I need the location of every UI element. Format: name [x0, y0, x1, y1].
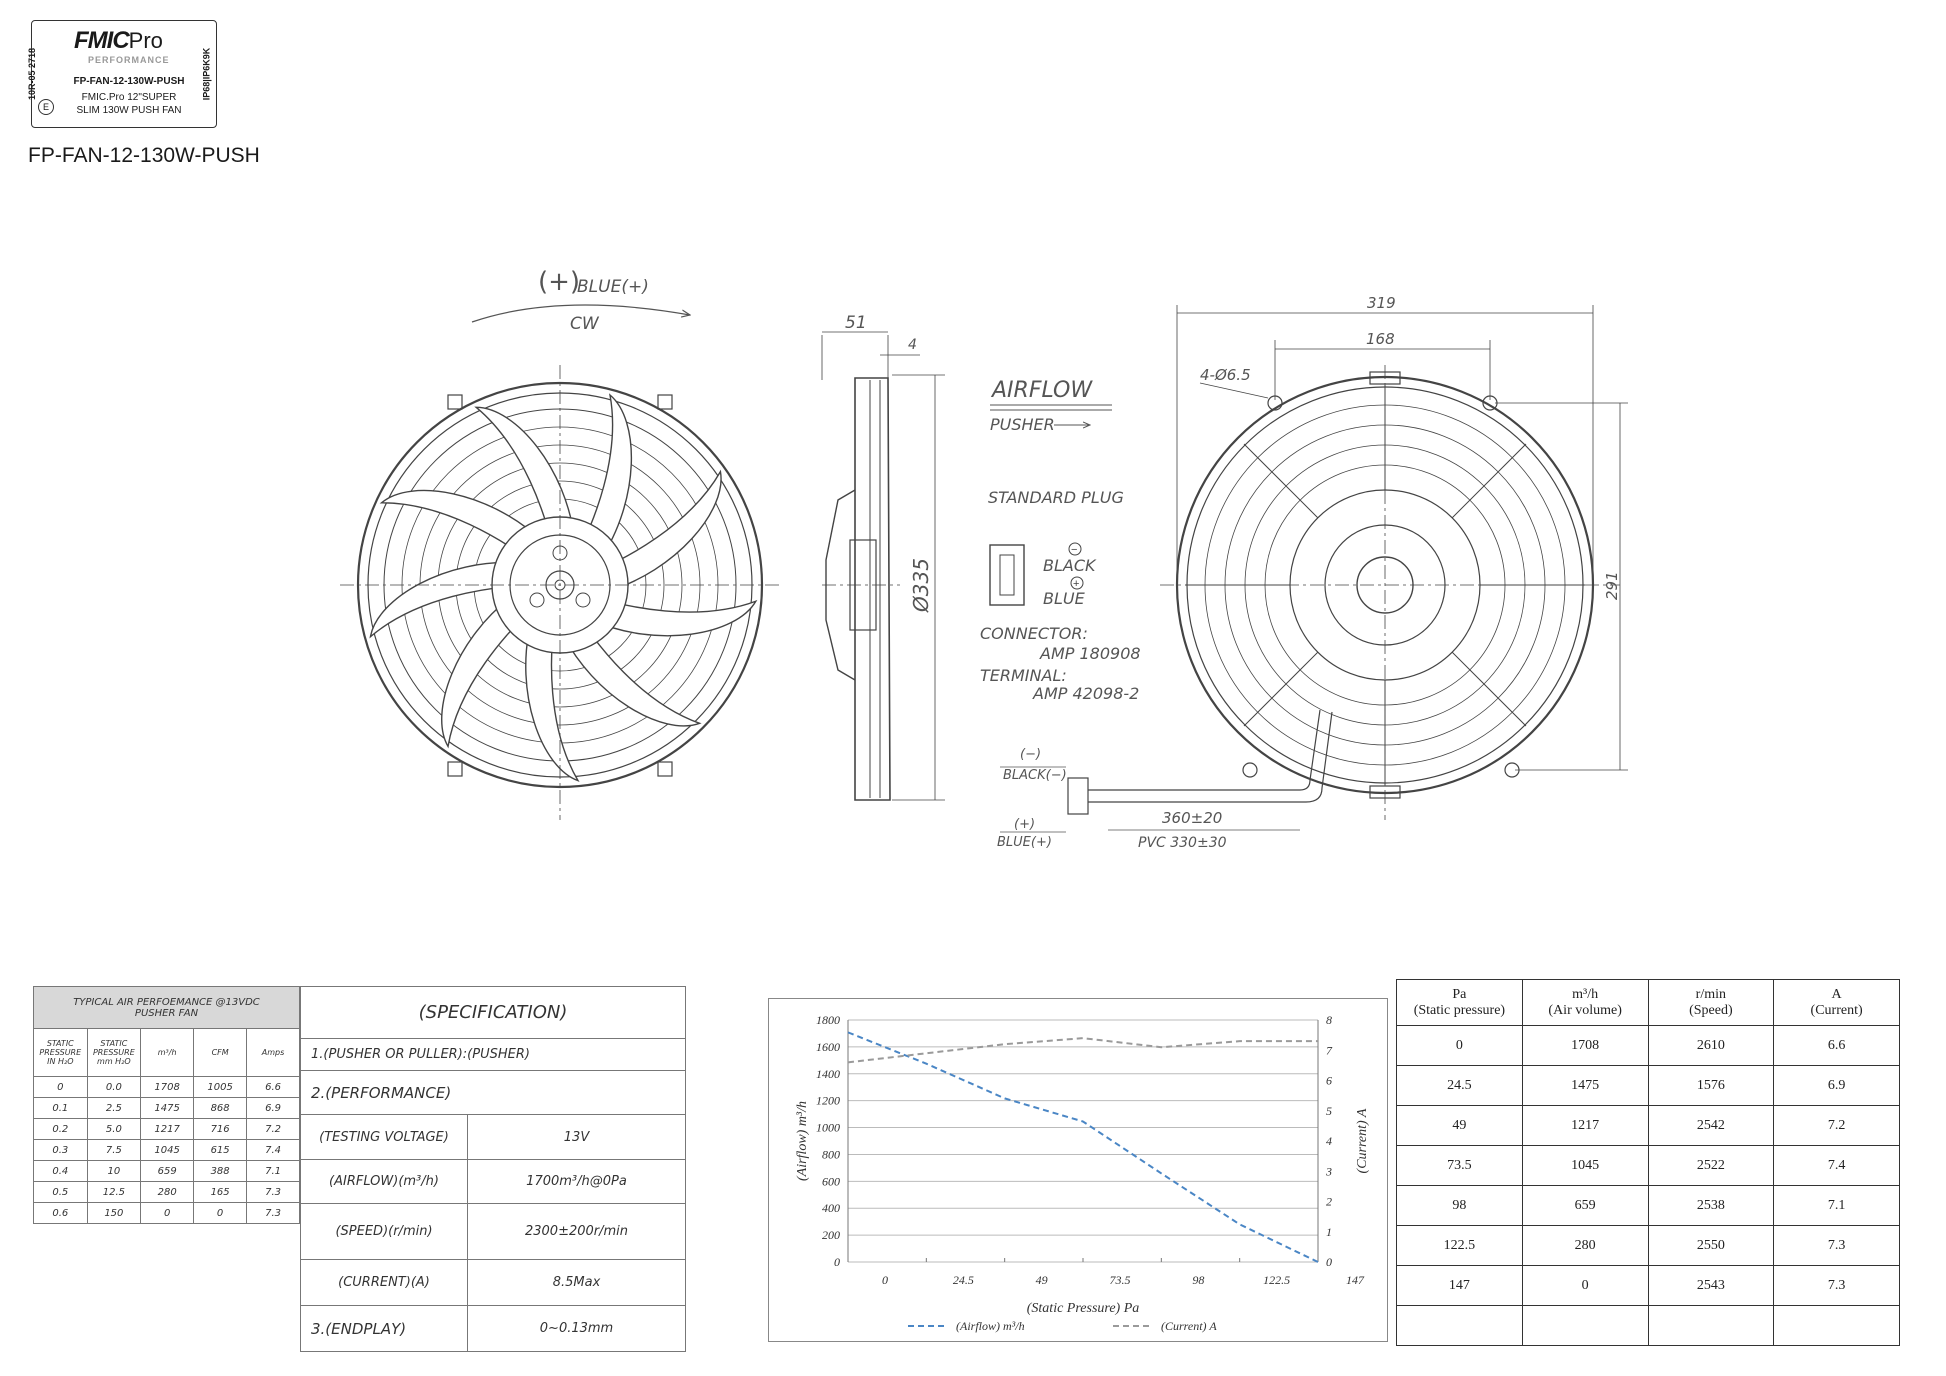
plug-plus-icon: + [1073, 578, 1080, 590]
pa-header-unit: Pa [1452, 986, 1467, 1002]
pa-cell: 0 [1522, 1266, 1648, 1306]
spec-airflow-value: 1700m³/h@0Pa [468, 1160, 686, 1204]
perf-cell: 7.5 [87, 1140, 141, 1161]
airflow-note [990, 378, 1112, 434]
y-tick-right: 4 [1326, 1134, 1332, 1148]
spec-speed-label: (SPEED)(r/min) [301, 1204, 468, 1260]
y-tick-left: 400 [822, 1201, 840, 1216]
dim-height: 291 [1603, 571, 1621, 600]
perf-cell: 2.5 [87, 1098, 141, 1119]
perf-cell: 165 [194, 1182, 247, 1203]
pa-cell: 2522 [1648, 1146, 1774, 1186]
rotation-arrow [472, 267, 690, 334]
pa-cell: 122.5 [1397, 1226, 1523, 1266]
spec-item-1: 1.(PUSHER OR PULLER):(PUSHER) [301, 1039, 686, 1071]
plug-black: BLACK [1043, 556, 1096, 575]
perf-header: STATIC PRESSURE IN H₂O [34, 1029, 88, 1077]
perf-cell: 1045 [141, 1140, 194, 1161]
airflow-type: PUSHER [990, 415, 1055, 434]
perf-cell: 0.0 [87, 1077, 141, 1098]
perf-title [34, 987, 300, 1029]
airflow-title: AIRFLOW [992, 378, 1093, 403]
spec-airflow-label: (AIRFLOW)(m³/h) [301, 1160, 468, 1204]
x-tick-label: 147 [1346, 1273, 1364, 1287]
dim-hole-spacing: 168 [1366, 330, 1395, 348]
x-tick-label: 0 [882, 1273, 888, 1287]
spec-item-2: 2.(PERFORMANCE) [301, 1071, 686, 1115]
y-tick-right: 7 [1326, 1043, 1332, 1058]
connector-value: AMP 180908 [1040, 644, 1141, 663]
perf-row [34, 1140, 300, 1161]
pa-cell-empty [1397, 1306, 1523, 1346]
pa-cell: 7.1 [1774, 1186, 1900, 1226]
y-tick-left: 1000 [816, 1120, 840, 1135]
pa-cell: 659 [1522, 1186, 1648, 1226]
pa-cell: 2538 [1648, 1186, 1774, 1226]
series-line-1 [848, 1038, 1318, 1062]
perf-cell: 388 [194, 1161, 247, 1182]
x-tick-label: 24.5 [952, 1273, 974, 1287]
y-tick-left: 1400 [816, 1066, 840, 1081]
performance-text: PERFORMANCE [88, 55, 170, 65]
pa-cell: 7.2 [1774, 1106, 1900, 1146]
perf-cell: 150 [87, 1203, 141, 1224]
perf-cell: 716 [194, 1119, 247, 1140]
cable-length: 360±20 [1162, 809, 1223, 827]
specification-table [300, 986, 686, 1352]
front-view [340, 365, 780, 820]
y-tick-right: 5 [1326, 1103, 1332, 1118]
spec-voltage-value: 13V [468, 1115, 686, 1160]
part-number-label: FP-FAN-12-130W-PUSH [73, 76, 185, 87]
perf-cell: 0.6 [34, 1203, 88, 1224]
y-axis-label-left: (Airflow) m³/h [795, 1100, 810, 1182]
plug-minus-icon: − [1071, 544, 1078, 556]
pa-cell: 6.6 [1774, 1026, 1900, 1066]
y-tick-left: 1800 [816, 1013, 840, 1027]
perf-row [34, 1182, 300, 1203]
perf-header: STATIC PRESSURE mm H₂O [87, 1029, 141, 1077]
y-tick-left: 1600 [816, 1039, 840, 1054]
series-line-0 [848, 1032, 1318, 1262]
perf-cell: 6.9 [247, 1098, 300, 1119]
pa-header-desc: (Speed) [1689, 1002, 1733, 1018]
pa-cell: 1045 [1522, 1146, 1648, 1186]
perf-cell: 10 [87, 1161, 141, 1182]
approval-code: 10R-05 2718 [27, 47, 38, 101]
pa-cell: 2610 [1648, 1026, 1774, 1066]
perf-cell: 7.3 [247, 1182, 300, 1203]
x-tick-label: 49 [1035, 1273, 1048, 1287]
pa-row-empty [1397, 1306, 1900, 1346]
perf-cell: 280 [141, 1182, 194, 1203]
spec-voltage-label: (TESTING VOLTAGE) [301, 1115, 468, 1160]
pa-row [1397, 1186, 1900, 1226]
dim-depth: 51 [845, 313, 867, 333]
perf-header: Amps [247, 1029, 300, 1077]
perf-cell: 0.2 [34, 1119, 88, 1140]
legend-label: (Airflow) m³/h [956, 1319, 1025, 1333]
pa-cell: 1217 [1522, 1106, 1648, 1146]
perf-cell: 615 [194, 1140, 247, 1161]
wire-blue: BLUE(+) [997, 835, 1052, 850]
y-tick-left: 1200 [816, 1093, 840, 1108]
perf-cell: 659 [141, 1161, 194, 1182]
perf-cell: 1708 [141, 1077, 194, 1098]
pa-cell: 0 [1397, 1026, 1523, 1066]
perf-cell: 0.4 [34, 1161, 88, 1182]
performance-chart [768, 998, 1388, 1343]
pa-cell: 7.3 [1774, 1226, 1900, 1266]
pa-header [1522, 980, 1648, 1026]
y-tick-right: 2 [1326, 1194, 1332, 1209]
y-tick-left: 600 [822, 1174, 840, 1189]
rotation-wire-label: BLUE(+) [577, 277, 649, 297]
perf-cell: 0 [34, 1077, 88, 1098]
dim-mount-holes: 4-Ø6.5 [1200, 366, 1251, 384]
pa-cell-empty [1774, 1306, 1900, 1346]
perf-row [34, 1119, 300, 1140]
emark-text: E [42, 102, 49, 112]
pa-cell: 147 [1397, 1266, 1523, 1306]
perf-cell: 0.1 [34, 1098, 88, 1119]
perf-cell: 0.3 [34, 1140, 88, 1161]
pa-cell: 73.5 [1397, 1146, 1523, 1186]
pa-cell: 7.3 [1774, 1266, 1900, 1306]
connector-label: CONNECTOR: [980, 624, 1088, 643]
perf-cell: 0 [194, 1203, 247, 1224]
perf-cell: 5.0 [87, 1119, 141, 1140]
perf-row [34, 1077, 300, 1098]
x-tick-label: 98 [1192, 1273, 1205, 1287]
spec-current-label: (CURRENT)(A) [301, 1260, 468, 1306]
perf-title-1: TYPICAL AIR PERFOEMANCE @13VDC [73, 996, 260, 1008]
terminal-label: TERMINAL: [980, 666, 1067, 685]
pa-cell: 49 [1397, 1106, 1523, 1146]
pa-header-unit: r/min [1695, 986, 1727, 1002]
wire-plus: (+) [1014, 817, 1036, 832]
pa-row [1397, 1026, 1900, 1066]
performance-table [33, 986, 300, 1224]
spec-endplay-value: 0~0.13mm [468, 1306, 686, 1352]
perf-cell: 1217 [141, 1119, 194, 1140]
dim-diameter: Ø335 [909, 558, 933, 612]
perf-row [34, 1098, 300, 1119]
pa-header-unit: m³/h [1572, 986, 1599, 1002]
y-tick-right: 0 [1326, 1255, 1332, 1269]
wire-black: BLACK(−) [1003, 768, 1067, 783]
pa-cell-empty [1648, 1306, 1774, 1346]
plug-blue: BLUE [1043, 589, 1085, 608]
pa-header [1397, 980, 1523, 1026]
perf-cell: 6.6 [247, 1077, 300, 1098]
spec-item-3: 3.(ENDPLAY) [301, 1306, 468, 1352]
terminal-value: AMP 42098-2 [1033, 684, 1140, 703]
y-tick-right: 1 [1326, 1224, 1332, 1239]
pa-header-desc: (Current) [1810, 1002, 1863, 1018]
dim-flange: 4 [908, 337, 917, 353]
pvc-length: PVC 330±30 [1138, 835, 1227, 851]
pa-cell: 280 [1522, 1226, 1648, 1266]
perf-cell: 7.2 [247, 1119, 300, 1140]
wire-harness [997, 710, 1332, 851]
rotation-direction: CW [570, 314, 599, 334]
y-tick-right: 8 [1326, 1013, 1332, 1027]
dim-width: 319 [1367, 294, 1396, 312]
plug-icon [990, 545, 1024, 605]
pa-row [1397, 1066, 1900, 1106]
pa-cell: 1475 [1522, 1066, 1648, 1106]
y-tick-left: 0 [834, 1255, 840, 1269]
x-axis-label: (Static Pressure) Pa [1026, 1301, 1140, 1316]
pa-header-desc: (Static pressure) [1413, 1002, 1506, 1018]
pa-cell: 6.9 [1774, 1066, 1900, 1106]
perf-row [34, 1203, 300, 1224]
connector-icon [1068, 778, 1088, 814]
pressure-data-table [1396, 979, 1900, 1346]
legend-label: (Current) A [1161, 1319, 1217, 1333]
pa-header-unit: A [1831, 986, 1842, 1002]
brand-name: FMIC [74, 27, 129, 54]
plug-title: STANDARD PLUG [988, 488, 1124, 507]
label-desc-2: SLIM 130W PUSH FAN [76, 105, 182, 116]
perf-cell: 7.4 [247, 1140, 300, 1161]
y-axis-label-right: (Current) A [1355, 1108, 1370, 1174]
perf-cell: 0 [141, 1203, 194, 1224]
pa-row [1397, 1106, 1900, 1146]
y-tick-right: 3 [1326, 1164, 1332, 1179]
plug-note [980, 488, 1141, 703]
ip-rating: IP68|IP6K9K [201, 47, 212, 101]
perf-cell: 12.5 [87, 1182, 141, 1203]
rotation-sign: (+) [538, 267, 581, 297]
perf-row [34, 1161, 300, 1182]
part-title: FP-FAN-12-130W-PUSH [28, 144, 260, 167]
label-desc-1: FMIC.Pro 12"SUPER [81, 92, 177, 103]
spec-current-value: 8.5Max [468, 1260, 686, 1306]
perf-title-2: PUSHER FAN [134, 1007, 199, 1019]
pa-cell: 2543 [1648, 1266, 1774, 1306]
perf-cell: 0.5 [34, 1182, 88, 1203]
y-tick-left: 200 [822, 1228, 840, 1243]
perf-cell: 7.1 [247, 1161, 300, 1182]
pa-cell: 1576 [1648, 1066, 1774, 1106]
wire-minus: (−) [1020, 747, 1042, 762]
spec-title: (SPECIFICATION) [301, 987, 686, 1039]
pa-cell: 98 [1397, 1186, 1523, 1226]
y-tick-left: 800 [822, 1147, 840, 1162]
perf-header: CFM [194, 1029, 247, 1077]
pa-header-desc: (Air volume) [1548, 1002, 1622, 1018]
pa-cell: 7.4 [1774, 1146, 1900, 1186]
pa-header [1648, 980, 1774, 1026]
y-tick-right: 6 [1326, 1073, 1332, 1088]
x-tick-label: 73.5 [1109, 1273, 1131, 1287]
pa-row [1397, 1266, 1900, 1306]
pa-row [1397, 1226, 1900, 1266]
perf-cell: 868 [194, 1098, 247, 1119]
pa-cell: 2550 [1648, 1226, 1774, 1266]
pa-row [1397, 1146, 1900, 1186]
perf-cell: 7.3 [247, 1203, 300, 1224]
pa-header [1774, 980, 1900, 1026]
brand-suffix: Pro [128, 28, 163, 53]
x-tick-label: 122.5 [1263, 1273, 1291, 1287]
pa-cell: 24.5 [1397, 1066, 1523, 1106]
pa-cell: 2542 [1648, 1106, 1774, 1146]
perf-header: m³/h [141, 1029, 194, 1077]
perf-cell: 1475 [141, 1098, 194, 1119]
perf-cell: 1005 [194, 1077, 247, 1098]
pa-cell-empty [1522, 1306, 1648, 1346]
pa-cell: 1708 [1522, 1026, 1648, 1066]
spec-speed-value: 2300±200r/min [468, 1204, 686, 1260]
